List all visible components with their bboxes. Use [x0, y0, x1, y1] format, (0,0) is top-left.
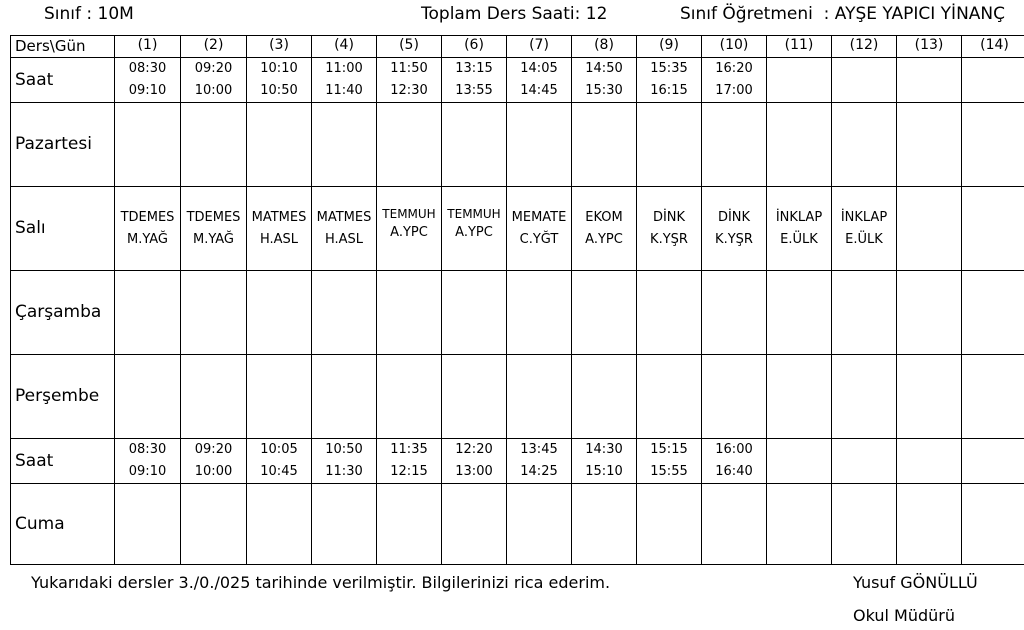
corner-label: Ders\Gün	[11, 36, 115, 58]
lesson-cell	[832, 103, 897, 187]
time-end: 15:30	[585, 83, 623, 99]
lesson-teacher: H.ASL	[259, 231, 299, 247]
time-start: 15:35	[650, 61, 688, 76]
time-row-week	[11, 58, 1024, 103]
lesson-cell	[962, 355, 1024, 439]
lesson-cell	[181, 484, 247, 565]
column-number: (1)	[115, 36, 181, 58]
column-number: (10)	[702, 36, 767, 58]
lesson-cell	[442, 187, 507, 271]
time-cell	[572, 439, 637, 484]
lesson-cell	[181, 187, 247, 271]
time-start: 09:20	[194, 61, 233, 76]
lesson-cell	[637, 355, 702, 439]
time-start: 13:15	[455, 61, 493, 76]
time-cell	[442, 58, 507, 103]
lesson-cell	[897, 355, 962, 439]
day-row-carsamba	[11, 271, 1024, 355]
lesson-code: İNKLAP	[840, 209, 888, 225]
lesson-teacher: A.YPC	[390, 224, 428, 240]
time-end: 09:10	[128, 464, 167, 480]
time-start: 14:30	[585, 442, 623, 458]
lesson-cell	[572, 187, 637, 271]
time-start: 09:20	[194, 442, 233, 458]
time-start: 08:30	[128, 61, 167, 76]
class-teacher-label: Sınıf Öğretmeni	[680, 4, 813, 24]
lesson-code: MATMES	[316, 209, 372, 225]
lesson-cell	[115, 271, 181, 355]
lesson-code: TEMMUH	[382, 206, 436, 221]
time-cell	[312, 58, 377, 103]
time-end: 12:15	[390, 464, 428, 480]
timetable	[10, 35, 1024, 565]
time-cell	[181, 58, 247, 103]
time-end: 10:50	[260, 83, 298, 99]
time-start: 10:50	[325, 442, 363, 458]
signer-role: Okul Müdürü	[853, 606, 955, 625]
column-number: (9)	[637, 36, 702, 58]
lesson-cell	[115, 355, 181, 439]
lesson-cell	[377, 355, 442, 439]
lesson-cell	[507, 103, 572, 187]
lesson-cell	[962, 103, 1024, 187]
lesson-cell	[962, 187, 1024, 271]
empty-cell	[897, 439, 962, 484]
day-label: Salı	[11, 187, 115, 271]
lesson-cell	[897, 271, 962, 355]
time-cell	[312, 439, 377, 484]
lesson-cell	[312, 271, 377, 355]
day-label: Pazartesi	[11, 103, 115, 187]
lesson-teacher: K.YŞR	[715, 231, 753, 247]
time-end: 13:00	[455, 464, 493, 480]
lesson-cell	[247, 271, 312, 355]
lesson-cell	[962, 271, 1024, 355]
lesson-teacher: A.YPC	[585, 231, 623, 247]
time-start: 15:15	[650, 442, 688, 458]
lesson-cell	[832, 187, 897, 271]
class-teacher-info: Sınıf Öğretmeni : AYŞE YAPICI YİNANÇ	[680, 4, 1006, 24]
time-cell	[115, 439, 181, 484]
time-end: 16:40	[715, 464, 753, 480]
time-end: 15:55	[650, 464, 688, 480]
time-cell	[702, 58, 767, 103]
lesson-cell	[442, 271, 507, 355]
lesson-cell	[442, 484, 507, 565]
column-number: (13)	[897, 36, 962, 58]
lesson-cell	[702, 187, 767, 271]
lesson-cell	[507, 187, 572, 271]
time-cell	[507, 58, 572, 103]
lesson-code: TDEMES	[186, 209, 241, 225]
time-start: 14:05	[520, 61, 558, 76]
time-start: 16:00	[715, 442, 753, 458]
empty-cell	[832, 439, 897, 484]
lesson-cell	[377, 271, 442, 355]
lesson-cell	[572, 271, 637, 355]
time-start: 16:20	[715, 61, 753, 76]
lesson-cell	[247, 355, 312, 439]
column-number: (14)	[962, 36, 1024, 58]
time-end: 10:45	[260, 464, 298, 480]
time-start: 14:50	[585, 61, 623, 76]
time-row-label: Saat	[11, 439, 115, 484]
lesson-cell	[897, 103, 962, 187]
lesson-cell	[312, 103, 377, 187]
time-end: 14:45	[520, 83, 558, 99]
empty-cell	[962, 439, 1024, 484]
lesson-cell	[702, 103, 767, 187]
lesson-cell	[767, 103, 832, 187]
class-value: 10M	[97, 4, 134, 24]
lesson-cell	[832, 355, 897, 439]
lesson-teacher: H.ASL	[324, 231, 364, 247]
empty-cell	[962, 58, 1024, 103]
lesson-cell	[377, 187, 442, 271]
lesson-cell	[767, 484, 832, 565]
time-end: 12:30	[390, 83, 428, 99]
lesson-cell	[507, 271, 572, 355]
total-hours-info: Toplam Ders Saati: 12	[421, 4, 608, 24]
time-start: 10:10	[260, 61, 298, 76]
lesson-teacher: E.ÜLK	[780, 231, 818, 247]
lesson-teacher: K.YŞR	[650, 231, 688, 247]
lesson-code: MEMATE	[511, 209, 567, 225]
lesson-teacher: E.ÜLK	[845, 231, 883, 247]
lesson-cell	[767, 271, 832, 355]
lesson-teacher: A.YPC	[455, 224, 493, 240]
lesson-code: DİNK	[717, 209, 751, 225]
time-start: 08:30	[128, 442, 167, 458]
time-row-label: Saat	[11, 58, 115, 103]
time-row-friday	[11, 439, 1024, 484]
empty-cell	[767, 439, 832, 484]
time-end: 13:55	[455, 83, 493, 99]
time-cell	[247, 58, 312, 103]
lesson-cell	[897, 484, 962, 565]
lesson-cell	[312, 187, 377, 271]
lesson-cell	[572, 355, 637, 439]
signer-name: Yusuf GÖNÜLLÜ	[853, 573, 978, 592]
lesson-cell	[247, 103, 312, 187]
time-cell	[377, 58, 442, 103]
day-row-cuma	[11, 484, 1024, 565]
lesson-cell	[115, 187, 181, 271]
lesson-teacher: M.YAĞ	[126, 231, 169, 247]
column-number: (4)	[312, 36, 377, 58]
lesson-cell	[377, 484, 442, 565]
lesson-cell	[702, 355, 767, 439]
column-number-row	[11, 36, 1024, 58]
lesson-cell	[507, 355, 572, 439]
lesson-cell	[832, 271, 897, 355]
time-start: 11:35	[390, 442, 428, 458]
lesson-cell	[702, 484, 767, 565]
day-label: Çarşamba	[11, 271, 115, 355]
time-cell	[115, 58, 181, 103]
lesson-cell	[507, 484, 572, 565]
lesson-cell	[115, 484, 181, 565]
lesson-cell	[442, 355, 507, 439]
lesson-code: DİNK	[652, 209, 686, 225]
time-start: 13:45	[520, 442, 558, 458]
lesson-cell	[377, 103, 442, 187]
total-hours-value: 12	[585, 4, 608, 24]
time-cell	[507, 439, 572, 484]
footer-note: Yukarıdaki dersler 3./0./025 tarihinde verilmiştir. Bilgilerinizi rica ederim.	[31, 573, 611, 592]
time-cell	[181, 439, 247, 484]
time-end: 11:40	[325, 83, 363, 99]
lesson-cell	[181, 271, 247, 355]
time-end: 09:10	[128, 83, 167, 99]
time-cell	[442, 439, 507, 484]
lesson-cell	[962, 484, 1024, 565]
time-end: 16:15	[650, 83, 688, 99]
lesson-code: EKOM	[585, 209, 623, 225]
lesson-cell	[637, 271, 702, 355]
lesson-cell	[637, 103, 702, 187]
column-number: (3)	[247, 36, 312, 58]
lesson-code: TEMMUH	[447, 206, 501, 221]
lesson-cell	[181, 103, 247, 187]
lesson-cell	[767, 355, 832, 439]
column-number: (12)	[832, 36, 897, 58]
column-number: (6)	[442, 36, 507, 58]
day-label: Perşembe	[11, 355, 115, 439]
day-row-persembe	[11, 355, 1024, 439]
column-number: (11)	[767, 36, 832, 58]
time-end: 15:10	[585, 464, 623, 480]
time-end: 17:00	[715, 83, 753, 99]
lesson-cell	[312, 484, 377, 565]
lesson-code: TDEMES	[120, 209, 175, 225]
time-cell	[637, 439, 702, 484]
lesson-cell	[312, 355, 377, 439]
time-cell	[572, 58, 637, 103]
day-row-pazartesi	[11, 103, 1024, 187]
time-start: 11:50	[390, 61, 428, 76]
empty-cell	[832, 58, 897, 103]
column-number: (5)	[377, 36, 442, 58]
time-cell	[377, 439, 442, 484]
lesson-cell	[572, 484, 637, 565]
empty-cell	[767, 58, 832, 103]
lesson-cell	[181, 355, 247, 439]
lesson-teacher: C.YĞT	[519, 231, 559, 247]
day-label: Cuma	[11, 484, 115, 565]
class-info: Sınıf : 10M	[44, 4, 134, 24]
class-teacher-value: AYŞE YAPICI YİNANÇ	[834, 4, 1006, 24]
time-start: 11:00	[325, 61, 363, 76]
time-start: 12:20	[455, 442, 493, 458]
time-cell	[702, 439, 767, 484]
lesson-cell	[442, 103, 507, 187]
lesson-cell	[247, 484, 312, 565]
column-number: (8)	[572, 36, 637, 58]
time-start: 10:05	[260, 442, 298, 458]
lesson-cell	[115, 103, 181, 187]
empty-cell	[897, 58, 962, 103]
time-cell	[247, 439, 312, 484]
time-end: 10:00	[194, 464, 233, 480]
day-row-sali	[11, 187, 1024, 271]
lesson-cell	[247, 187, 312, 271]
lesson-cell	[637, 484, 702, 565]
class-label: Sınıf	[44, 4, 81, 24]
lesson-teacher: M.YAĞ	[192, 231, 235, 247]
total-hours-label: Toplam Ders Saati	[421, 4, 575, 24]
lesson-code: MATMES	[251, 209, 307, 225]
time-end: 10:00	[194, 83, 233, 99]
time-end: 11:30	[325, 464, 363, 480]
lesson-cell	[702, 271, 767, 355]
column-number: (7)	[507, 36, 572, 58]
time-cell	[637, 58, 702, 103]
lesson-cell	[572, 103, 637, 187]
lesson-cell	[897, 187, 962, 271]
lesson-code: İNKLAP	[775, 209, 823, 225]
column-number: (2)	[181, 36, 247, 58]
time-end: 14:25	[520, 464, 558, 480]
lesson-cell	[832, 484, 897, 565]
lesson-cell	[637, 187, 702, 271]
lesson-cell	[767, 187, 832, 271]
